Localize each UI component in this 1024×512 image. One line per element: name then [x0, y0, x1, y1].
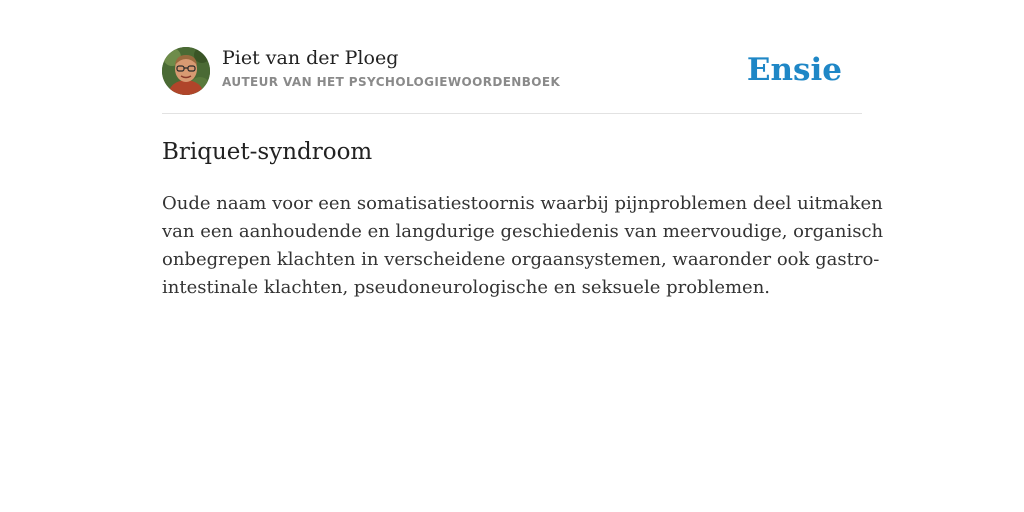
definition-line: van een aanhoudende en langdurige geschiedenis van meervoudige, organisch: [162, 221, 884, 242]
entry-title: Briquet-syndroom: [162, 139, 373, 165]
entry-definition: [162, 190, 884, 302]
definition-line: intestinale klachten, pseudoneurologische en seksuele problemen.: [162, 277, 771, 298]
author-name[interactable]: Piet van der Ploeg: [222, 47, 399, 69]
definition-line: onbegrepen klachten in verscheidene orgaansystemen, waaronder ook gastro-: [162, 249, 880, 270]
definition-line: Oude naam voor een somatisatiestoornis waarbij pijnproblemen deel uitmaken: [162, 193, 883, 214]
author-avatar[interactable]: [162, 47, 210, 95]
author-header: [162, 46, 862, 96]
ensie-logo[interactable]: Ensie: [746, 52, 842, 88]
author-role: AUTEUR VAN HET PSYCHOLOGIEWOORDENBOEK: [222, 75, 561, 89]
avatar-portrait-icon: [162, 47, 210, 95]
header-divider: [162, 113, 862, 114]
entry-card: [162, 0, 884, 512]
